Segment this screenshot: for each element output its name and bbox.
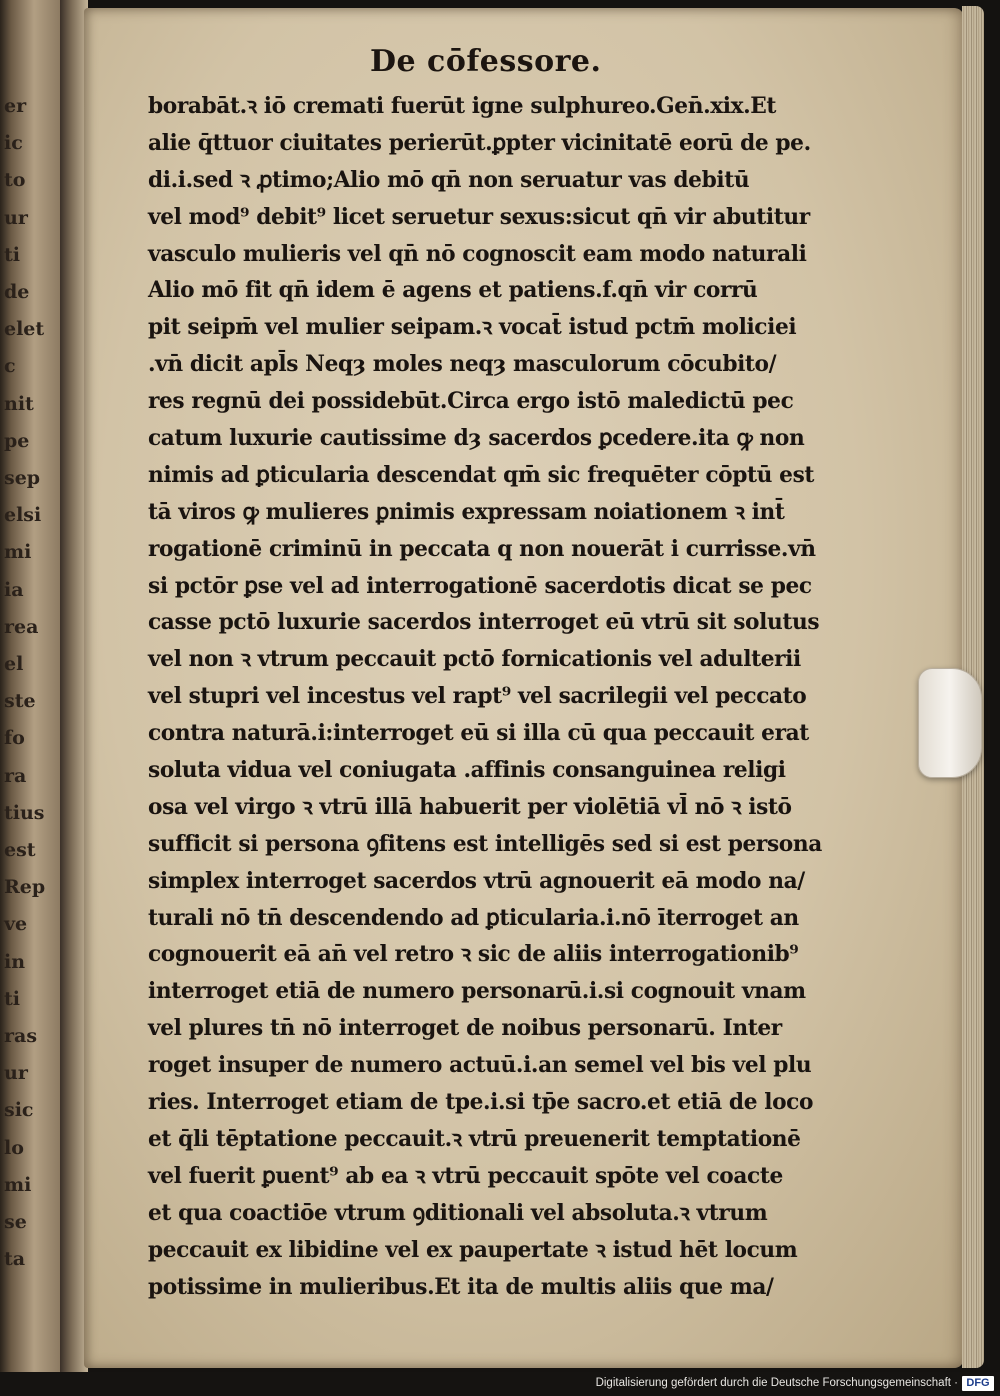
facing-page-fragment: ra [4, 764, 27, 787]
facing-page-fragment: pe [4, 429, 30, 452]
text-line: alie q̄ttuor ciuitates perierūt.ꝑpter vicinitatē eorū de pe. [148, 129, 811, 156]
text-line: catum luxurie cautissime dȝ sacerdos ꝑcedere.ita ꝙ non [148, 425, 805, 452]
facing-page-fragment: rea [4, 615, 39, 638]
text-body [148, 88, 848, 1305]
facing-page-fragment: lo [4, 1136, 24, 1159]
text-line: nimis ad ꝑticularia descendat qm̄ sic frequēter cōptū est [148, 461, 815, 488]
facing-page-fragment: sep [4, 467, 41, 489]
text-line: rogationē criminū in peccata q non nouerāt i currisse.vn̄ [148, 535, 816, 562]
funding-credit: Digitalisierung gefördert durch die Deutsche Forschungsgemeinschaft · [595, 1377, 958, 1389]
text-line: borabāt.ꝛ iō cremati fuerūt igne sulphureo.Gen̄.xix.Et [148, 93, 777, 119]
text-line: pit seipm̄ vel mulier seipam.ꝛ vocat̄ istud pctm̄ moliciei [148, 314, 797, 341]
text-line: roget insuper de numero actuū.i.an semel vel bis vel plu [148, 1052, 812, 1079]
text-line: simplex interroget sacerdos vtrū agnouerit eā modo na/ [148, 867, 805, 894]
facing-page-fragment: se [4, 1211, 27, 1233]
text-line: casse pctō luxurie sacerdos interroget eū vtrū sit solutus [148, 609, 820, 636]
facing-page-fragment: ur [4, 206, 28, 229]
text-line: soluta vidua vel coniugata .affinis consanguinea religi [148, 757, 786, 784]
text-line: vel stupri vel incestus vel rapt⁹ vel sacrilegii vel peccato [148, 683, 807, 710]
text-line: et q̄li tēptatione peccauit.ꝛ vtrū preuenerit temptationē [148, 1125, 801, 1152]
facing-page-fragment: er [4, 95, 27, 117]
facing-page-fragment: to [4, 169, 26, 192]
facing-page-fragment: mi [4, 1173, 32, 1196]
facing-page-fragment: in [4, 950, 26, 973]
facing-page-fragment: ste [4, 690, 36, 713]
text-line: et qua coactiōe vtrum ꝯditionali vel absoluta.ꝛ vtrum [148, 1199, 768, 1226]
text-line: si pctōr ꝑse vel ad interrogationē sacerdotis dicat se pec [148, 572, 812, 599]
footer-bar [0, 1372, 1000, 1396]
facing-page-fragment: c [4, 355, 16, 378]
text-line: vel plures tn̄ nō interroget de noibus personarū. Inter [148, 1015, 782, 1042]
text-line: tā viros ꝙ mulieres ꝑnimis expressam noiationem ꝛ int̄ [148, 498, 785, 525]
facing-page-fragment: ti [4, 987, 20, 1010]
text-line: peccauit ex libidine vel ex paupertate ꝛ istud hēt locum [148, 1236, 798, 1263]
facing-page-fragment: de [4, 281, 30, 303]
facing-page-fragment: nit [4, 392, 34, 415]
facing-page-fragment: sic [4, 1099, 34, 1122]
text-line: vasculo mulieris vel qn̄ nō cognoscit eam modo naturali [148, 240, 807, 267]
text-line: contra naturā.i:interroget eū si illa cū qua peccauit erat [148, 720, 809, 747]
facing-page-fragment: el [4, 653, 24, 675]
text-line: .vn̄ dicit apl̄s Neqȝ moles neqȝ masculorum cōcubito/ [148, 351, 777, 378]
text-line: sufficit si persona ꝯfitens est intelligēs sed si est persona [148, 830, 822, 857]
facing-page-fragment: elet [4, 318, 45, 341]
facing-page-fragment: ur [4, 1062, 28, 1085]
facing-page-fragment: ta [4, 1248, 26, 1271]
text-line: turali nō tn̄ descendendo ad ꝑticularia.i.nō īterroget an [148, 904, 799, 931]
facing-page-fragment: mi [4, 541, 32, 564]
facing-page-edge [0, 0, 62, 1396]
facing-page-fragment: tius [4, 801, 45, 824]
text-line: Alio mō fit qn̄ idem ē agens et patiens.f.qn̄ vir corrū [148, 277, 758, 304]
facing-page-fragment: ia [4, 578, 24, 601]
text-line: vel non ꝛ vtrum peccauit pctō fornicationis vel adulterii [148, 646, 801, 673]
facing-page-fragment: ic [4, 132, 23, 155]
text-line: res regnū dei possidebūt.Circa ergo istō maledictū pec [148, 388, 794, 415]
facing-page-fragment: fo [4, 727, 25, 750]
text-line: potissime in mulieribus.Et ita de multis aliis que ma/ [148, 1273, 774, 1300]
dfg-logo: DFG [962, 1376, 994, 1391]
facing-page-fragment: elsi [4, 504, 42, 527]
book-clasp [918, 668, 982, 778]
running-title: De cōfessore. [370, 44, 602, 79]
facing-page-fragment: Rep [4, 876, 46, 899]
text-line: di.i.sed ꝛ ꝓtimo;Alio mō qn̄ non seruatur vas debitū [148, 166, 750, 193]
text-line: ries. Interroget etiam de tpe.i.si tp̄e sacro.et etiā de loco [148, 1089, 814, 1116]
text-line: vel mod⁹ debit⁹ licet seruetur sexus:sicut qn̄ vir abutitur [148, 203, 810, 230]
text-line: vel fuerit ꝑuent⁹ ab ea ꝛ vtrū peccauit spōte vel coacte [148, 1162, 783, 1189]
text-line: cognouerit eā an̄ vel retro ꝛ sic de aliis interrogationib⁹ [148, 941, 799, 968]
facing-page-fragment: ti [4, 243, 20, 266]
facing-page-fragment: ras [4, 1025, 38, 1047]
facing-page-fragment: ve [4, 913, 28, 936]
text-line: interroget etiā de numero personarū.i.si cognouit vnam [148, 978, 806, 1005]
facing-page-fragment: est [4, 839, 36, 861]
text-line: osa vel virgo ꝛ vtrū illā habuerit per violētiā vl̄ nō ꝛ istō [148, 793, 792, 820]
